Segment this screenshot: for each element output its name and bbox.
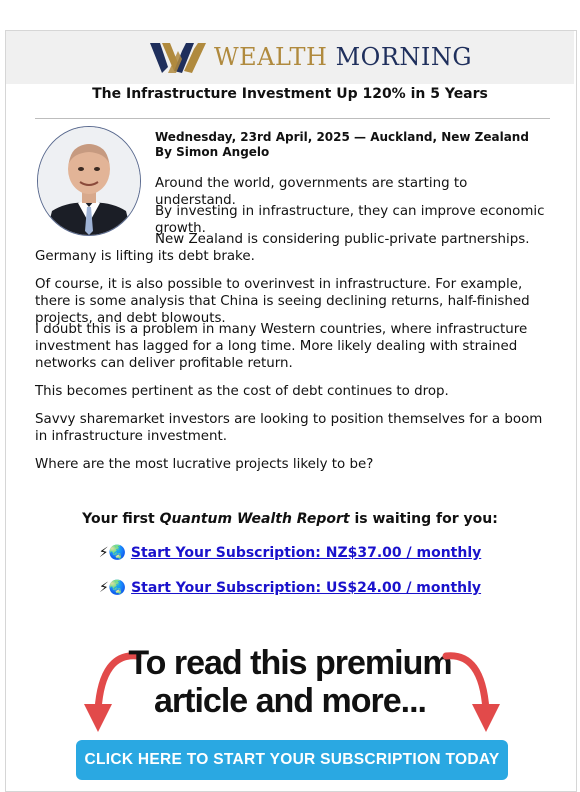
- lightning-globe-icon: ⚡🌏: [98, 580, 127, 596]
- curved-arrow-right-icon: [432, 648, 502, 738]
- wealth-morning-logo: [148, 41, 208, 75]
- offer-lead-prefix: Your first: [82, 511, 160, 527]
- paragraph: Savvy sharemarket investors are looking to position themselves for a boom in infrastructure investment.: [35, 412, 543, 444]
- subscribe-nz-link[interactable]: Start Your Subscription: NZ$37.00 / monthly: [130, 545, 482, 561]
- brand-wordmark: [214, 42, 472, 72]
- byline: [155, 130, 529, 160]
- paragraph: This becomes pertinent as the cost of debt continues to drop.: [35, 384, 449, 399]
- paragraph: By investing in infrastructure, they can improve economic growth.: [155, 204, 545, 236]
- dateline: Wednesday, 23rd April, 2025 — Auckland, New Zealand: [155, 130, 529, 144]
- paragraph: [35, 231, 550, 265]
- lightning-globe-icon: ⚡🌏: [98, 545, 126, 561]
- promo-headline-line1: To read this premium: [128, 644, 452, 682]
- title-divider: [35, 118, 550, 119]
- start-subscription-button[interactable]: CLICK HERE TO START YOUR SUBSCRIPTION TODAY: [76, 740, 508, 780]
- brand-name-part1: WEALTH: [214, 43, 328, 71]
- offer-lead-suffix: is waiting for you:: [349, 511, 498, 527]
- paragraph: Where are the most lucrative projects likely to be?: [35, 457, 374, 472]
- paragraph: Around the world, governments are starting to understand.: [155, 176, 468, 208]
- article-title: The Infrastructure Investment Up 120% in 5 Years: [92, 86, 488, 102]
- brand-name-part2: MORNING: [335, 43, 473, 71]
- subscribe-us-link[interactable]: Start Your Subscription: US$24.00 / monthly: [131, 580, 482, 596]
- paragraph-text: New Zealand is considering public-private partnerships. Germany is lifting its debt brake.: [35, 232, 530, 264]
- offer-lead: [0, 510, 580, 528]
- report-name: Quantum Wealth Report: [159, 511, 350, 527]
- author-avatar: [37, 126, 141, 236]
- subscription-option-nz: [0, 544, 580, 562]
- paragraph: I doubt this is a problem in many Western countries, where infrastructure investment has lagged for a long time. More likely dealing with strained networks can deliver profitable return.: [35, 322, 528, 371]
- author-name: By Simon Angelo: [155, 145, 270, 159]
- promo-headline-line2: article and more...: [154, 682, 426, 720]
- paragraph: Of course, it is also possible to overinvest in infrastructure. For example, there is some analysis that China is seeing declining returns, half-finished projects, and debt blowouts.: [35, 277, 530, 326]
- subscription-option-us: [0, 579, 580, 597]
